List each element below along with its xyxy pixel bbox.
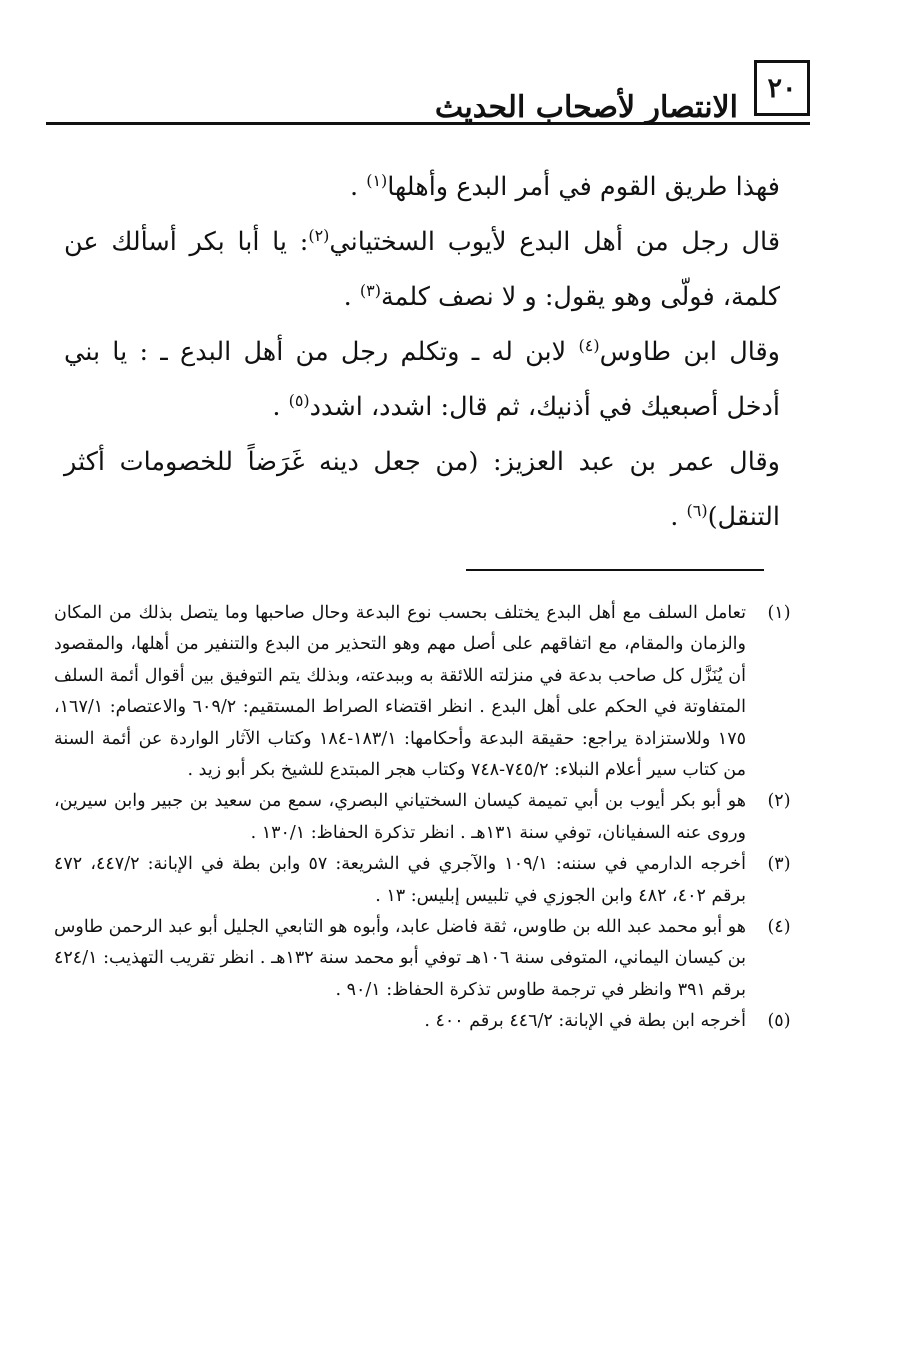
paragraph-text: . xyxy=(343,282,360,312)
footnote-ref: (٣) xyxy=(359,281,381,300)
footnote-ref: (٢) xyxy=(308,226,330,245)
paragraph-text: فهذا طريق القوم في أمر البدع وأهلها xyxy=(387,172,780,202)
footnote-number: (٥) xyxy=(767,1011,791,1032)
paragraph-2 xyxy=(64,215,780,325)
footnote-text: هو أبو محمد عبد الله بن طاوس، ثقة فاضل عابد، وأبوه هو التابعي الجليل أبو عبد الرحمن طاوس بن كيسان اليماني، المتوفى سنة ١٠٦هـ توفي أبو محمد سنة ١٣٢هـ . انظر تقريب التهذيب: ٤٢٤/١ برقم ٣٩١ وانظر في ترجمة طاوس تذكرة الحفاظ: ٩٠/١ . xyxy=(54,917,746,1000)
footnote-5 xyxy=(52,1006,812,1037)
paragraph-text: . xyxy=(670,502,687,532)
paragraph-4 xyxy=(64,435,780,545)
paragraph-text: : يا أبا بكر أسألك عن كلمة، فولّى وهو يقول: و لا نصف كلمة xyxy=(64,227,780,312)
footnote-number: (١) xyxy=(767,603,791,623)
footnote-text: تعامل السلف مع أهل البدع يختلف بحسب نوع البدعة وحال صاحبها وما يتصل بذلك من المكان والزمان والمقام، مع اتفاقهم على أصل مهم وهو التحذير من البدع والتنفير من أهلها، والمقصود أن يُنَزَّل كل صاحب بدعة في منزلته اللائقة به وببدعته، وبذلك يتم التوفيق بين أقوال أئمة السلف المتفاوتة في الحكم على أهل البدع . انظر اقتضاء الصراط المستقيم: ٦٠٩/٢ والاعتصام: ١٦٧/١، ١٧٥ وللاستزادة يراجع: حقيقة البدعة وأحكامها: ١٨٣/١-١٨٤ وكتاب الآثار الواردة عن أئمة السنة من كتاب سير أعلام النبلاء: ٧٤٥/٢-٧٤٨ وكتاب هجر المبتدع للشيخ بكر أبو زيد . xyxy=(54,603,746,781)
footnote-ref: (١) xyxy=(366,171,388,190)
paragraph-text: لابن له ـ وتكلم رجل من أهل البدع ـ : يا بني أدخل أصبعيك في أذنيك، ثم قال: اشدد، اشدد xyxy=(64,337,780,422)
footnote-text: أخرجه ابن بطة في الإبانة: ٤٤٦/٢ برقم ٤٠٠ . xyxy=(424,1011,746,1032)
main-text xyxy=(64,160,780,545)
page-number: ٢٠ xyxy=(754,60,810,116)
footnote-4 xyxy=(52,912,812,1006)
footnotes xyxy=(52,598,812,1038)
paragraph-3 xyxy=(64,325,780,435)
footnote-ref: (٥) xyxy=(288,391,310,410)
header-rule xyxy=(46,122,810,125)
running-title: الانتصار لأصحاب الحديث xyxy=(434,90,738,125)
paragraph-text: . xyxy=(349,172,367,202)
footnote-3 xyxy=(52,849,812,912)
paragraph-1 xyxy=(64,160,780,215)
paragraph-text: وقال عمر بن عبد العزيز: (من جعل دينه غَرَضاً للخصومات أكثر التنقل) xyxy=(64,447,780,532)
footnote-number: (٢) xyxy=(767,791,791,812)
page-header xyxy=(46,52,810,130)
footnote-2 xyxy=(52,786,812,849)
paragraph-text: وقال ابن طاوس xyxy=(599,337,780,367)
footnote-text: أخرجه الدارمي في سننه: ١٠٩/١ والآجري في الشريعة: ٥٧ وابن بطة في الإبانة: ٤٤٧/٢، ٤٧٢ برقم ٤٠٢، ٤٨٢ وابن الجوزي في تلبيس إبليس: ١٣ . xyxy=(54,854,746,906)
paragraph-text: . xyxy=(272,392,289,422)
footnote-number: (٤) xyxy=(767,917,791,938)
footnote-ref: (٤) xyxy=(578,336,600,355)
paragraph-text: قال رجل من أهل البدع لأيوب السختياني xyxy=(329,227,781,257)
footnote-1 xyxy=(52,598,812,786)
footnote-number: (٣) xyxy=(767,854,791,875)
footnote-ref: (٦) xyxy=(686,501,708,520)
footnote-separator xyxy=(466,569,764,571)
footnote-text: هو أبو بكر أيوب بن أبي تميمة كيسان السختياني البصري، سمع من سعيد بن جبير وابن سيرين، وروى عنه السفيانان، توفي سنة ١٣١هـ . انظر تذكرة الحفاظ: ١٣٠/١ . xyxy=(54,791,746,843)
